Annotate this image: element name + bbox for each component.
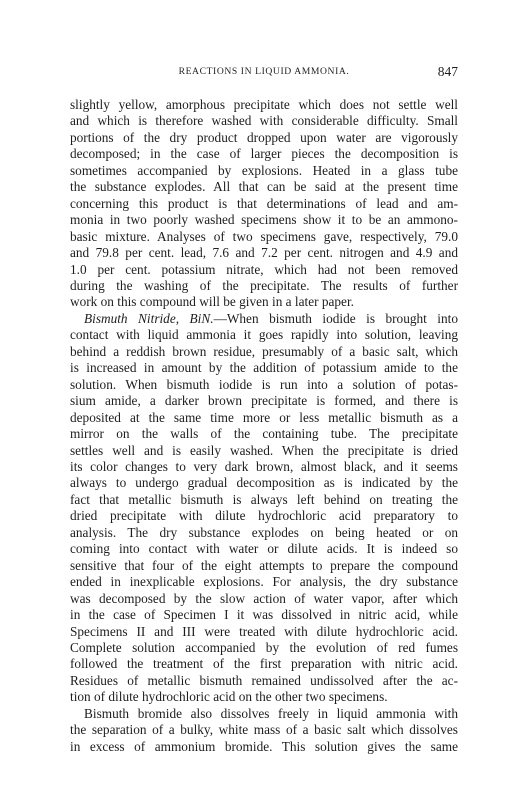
text-line: ended in inexplicable explosions. For analysis, the dry substance bbox=[70, 574, 458, 590]
running-title: REACTIONS IN LIQUID AMMONIA. bbox=[178, 66, 350, 77]
text-line: the separation of a bulky, white mass of a basic salt which dissolves bbox=[70, 722, 458, 738]
text-line: monia in two poorly washed specimens show it to be an ammono- bbox=[70, 212, 458, 228]
text-line: solution. When bismuth iodide is run into a solution of potas- bbox=[70, 376, 458, 392]
body-text bbox=[70, 97, 458, 755]
text-line: decomposed; in the case of larger pieces the decomposition is bbox=[70, 146, 458, 162]
section-line-bismuth-nitride bbox=[70, 311, 458, 327]
text-line: contact with liquid ammonia it goes rapidly into solution, leaving bbox=[70, 327, 458, 343]
text-line: in the case of Specimen I it was dissolved in nitric acid, while bbox=[70, 607, 458, 623]
text-line: settles well and is easily washed. When the precipitate is dried bbox=[70, 442, 458, 458]
text-line: mirror on the walls of the containing tube. The precipitate bbox=[70, 426, 458, 442]
text-line: was decomposed by the slow action of water vapor, after which bbox=[70, 590, 458, 606]
text-line: dried precipitate with dilute hydrochloric acid preparatory to bbox=[70, 508, 458, 524]
text-line: analysis. The dry substance explodes on being heated or on bbox=[70, 524, 458, 540]
text-line: behind a reddish brown residue, presumably of a basic salt, which bbox=[70, 343, 458, 359]
text-line: coming into contact with water or dilute acids. It is indeed so bbox=[70, 541, 458, 557]
text-line: sensitive that four of the eight attempts to prepare the compound bbox=[70, 557, 458, 573]
text-line: the substance explodes. All that can be said at the present time bbox=[70, 179, 458, 195]
text-line: its color changes to very dark brown, almost black, and it seems bbox=[70, 458, 458, 474]
section-heading-text: —When bismuth iodide is brought into bbox=[213, 310, 458, 326]
text-line: Bismuth bromide also dissolves freely in liquid ammonia with bbox=[84, 705, 458, 721]
text-line: during the washing of the precipitate. The results of further bbox=[70, 277, 458, 293]
text-line: sium amide, a darker brown precipitate is formed, and there is bbox=[70, 393, 458, 409]
text-line: slightly yellow, amorphous precipitate which does not settle well bbox=[70, 97, 458, 112]
text-line: in excess of ammonium bromide. This solution gives the same bbox=[70, 738, 458, 754]
text-line: fact that metallic bismuth is always left behind on treating the bbox=[70, 491, 458, 507]
text-line: concerning this product is that determinations of lead and am- bbox=[70, 195, 458, 211]
page-header bbox=[70, 66, 458, 84]
text-line: 1.0 per cent. potassium nitrate, which had not been removed bbox=[70, 261, 458, 277]
text-line: followed the treatment of the first preparation with nitric acid. bbox=[70, 656, 458, 672]
text-line: and which is therefore washed with considerable difficulty. Small bbox=[70, 113, 458, 129]
text-line: basic mixture. Analyses of two specimens gave, respectively, 79.0 bbox=[70, 228, 458, 244]
section-heading: Bismuth Nitride, BiN. bbox=[84, 310, 214, 326]
text-line: work on this compound will be given in a later paper. bbox=[70, 294, 354, 310]
text-line: is increased in amount by the addition of potassium amide to the bbox=[70, 360, 458, 376]
text-line: Residues of metallic bismuth remained undissolved after the ac- bbox=[70, 672, 458, 688]
text-line: sometimes accompanied by explosions. Heated in a glass tube bbox=[70, 162, 458, 178]
page-number: 847 bbox=[437, 64, 458, 79]
text-line: tion of dilute hydrochloric acid on the other two specimens. bbox=[70, 689, 388, 705]
text-line: Specimens II and III were treated with dilute hydrochloric acid. bbox=[70, 623, 458, 639]
text-line: Complete solution accompanied by the evolution of red fumes bbox=[70, 639, 458, 655]
text-line: deposited at the same time more or less metallic bismuth as a bbox=[70, 409, 458, 425]
text-line: portions of the dry product dropped upon water are vigorously bbox=[70, 129, 458, 145]
text-line: and 79.8 per cent. lead, 7.6 and 7.2 per cent. nitrogen and 4.9 and bbox=[70, 245, 458, 261]
text-line: always to undergo gradual decomposition as is indicated by the bbox=[70, 475, 458, 491]
